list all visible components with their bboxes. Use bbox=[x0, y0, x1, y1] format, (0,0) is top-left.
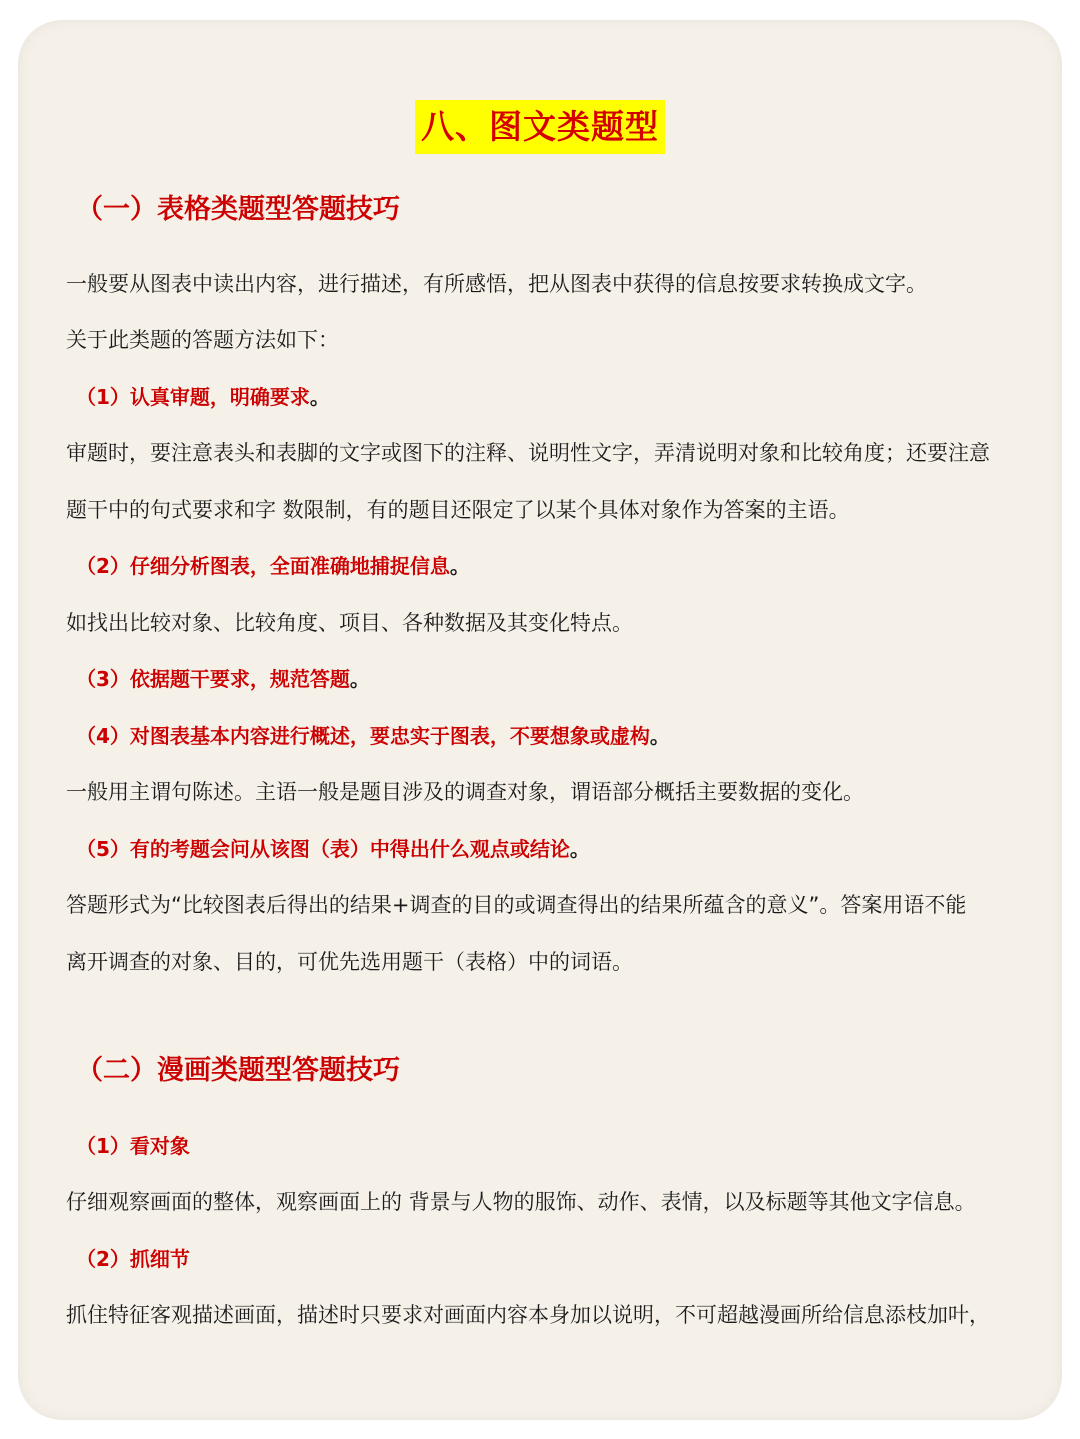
page-title: 八、图文类题型 bbox=[415, 100, 665, 154]
paragraph: 仔细观察画面的整体，观察画面上的 背景与人物的服饰、动作、表情，以及标题等其他文字信息。 bbox=[66, 1190, 976, 1214]
subheading-4 bbox=[76, 722, 670, 750]
title-wrap bbox=[18, 100, 1062, 154]
subheading-1 bbox=[76, 383, 330, 411]
subheading-3 bbox=[76, 665, 370, 693]
subheading-7: （2）抓细节 bbox=[76, 1247, 190, 1271]
subheading-5 bbox=[76, 835, 590, 863]
period: 。 bbox=[569, 837, 590, 861]
document-page bbox=[18, 20, 1062, 1420]
paragraph: 抓住特征客观描述画面，描述时只要求对画面内容本身加以说明，不可超越漫画所给信息添枝加叶， bbox=[66, 1303, 990, 1327]
period: 。 bbox=[349, 667, 370, 691]
subheading-text: （5）有的考题会问从该图（表）中得出什么观点或结论 bbox=[76, 837, 570, 861]
paragraph: 如找出比较对象、比较角度、项目、各种数据及其变化特点。 bbox=[66, 611, 633, 635]
subheading-text: （2）仔细分析图表，全面准确地捕捉信息 bbox=[76, 554, 450, 578]
period: 。 bbox=[309, 385, 330, 409]
subheading-text: （4）对图表基本内容进行概述，要忠实于图表，不要想象或虚构 bbox=[76, 724, 650, 748]
subheading-text: （1）认真审题，明确要求 bbox=[76, 385, 310, 409]
paragraph: 一般要从图表中读出内容，进行描述，有所感悟，把从图表中获得的信息按要求转换成文字。 bbox=[66, 272, 927, 296]
period: 。 bbox=[449, 554, 470, 578]
paragraph: 关于此类题的答题方法如下： bbox=[66, 328, 339, 352]
subheading-2 bbox=[76, 552, 470, 580]
section1-heading: （一）表格类题型答题技巧 bbox=[76, 194, 400, 225]
paragraph: 答题形式为“比较图表后得出的结果+调查的目的或调查得出的结果所蕴含的意义”。答案用语不能 bbox=[66, 893, 967, 917]
subheading-text: （3）依据题干要求，规范答题 bbox=[76, 667, 350, 691]
period: 。 bbox=[649, 724, 670, 748]
paragraph: 题干中的句式要求和字 数限制，有的题目还限定了以某个具体对象作为答案的主语。 bbox=[66, 498, 850, 522]
paragraph: 离开调查的对象、目的，可优先选用题干（表格）中的词语。 bbox=[66, 950, 633, 974]
paragraph: 审题时，要注意表头和表脚的文字或图下的注释、说明性文字，弄清说明对象和比较角度；还要注意 bbox=[66, 441, 990, 465]
section2-heading: （二）漫画类题型答题技巧 bbox=[76, 1055, 400, 1086]
subheading-6: （1）看对象 bbox=[76, 1134, 190, 1158]
paragraph: 一般用主谓句陈述。主语一般是题目涉及的调查对象，谓语部分概括主要数据的变化。 bbox=[66, 780, 864, 804]
